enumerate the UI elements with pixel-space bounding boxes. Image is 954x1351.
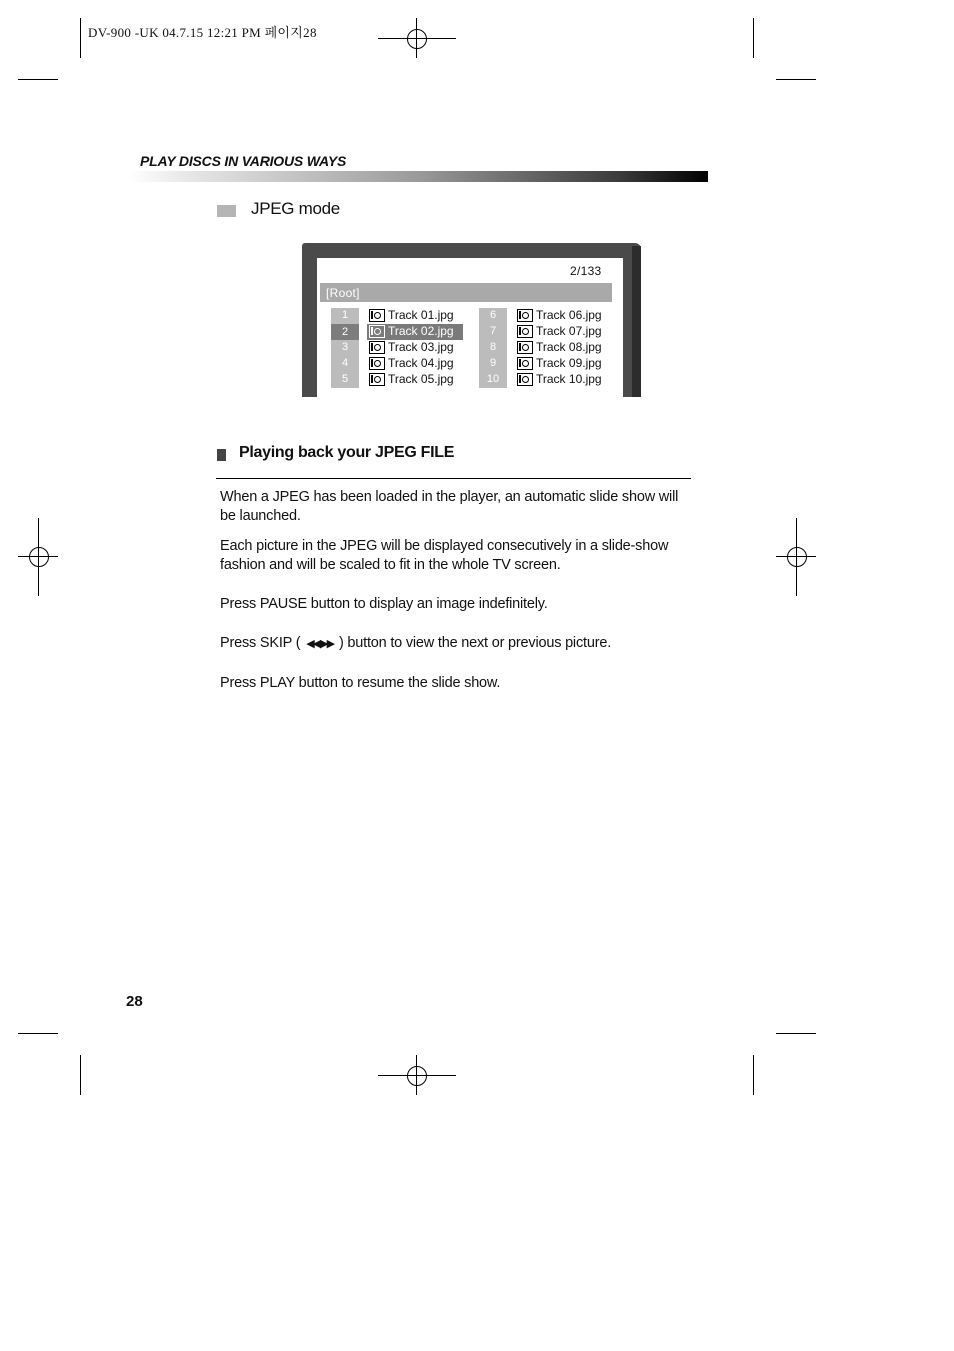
- paragraph: When a JPEG has been loaded in the player, an automatic slide show will be launched.: [220, 489, 679, 524]
- file-name: Track 04.jpg: [388, 356, 454, 370]
- file-item[interactable]: [369, 356, 461, 372]
- heading-rule: [216, 478, 691, 479]
- list-number: 5: [341, 373, 349, 385]
- file-name: Track 10.jpg: [536, 372, 602, 386]
- registration-mark: [407, 1066, 427, 1086]
- list-number: 8: [489, 341, 497, 353]
- crop-mark: [80, 1055, 81, 1095]
- paragraph-text: Press SKIP (: [220, 635, 301, 651]
- file-item[interactable]: [517, 340, 609, 356]
- file-name: Track 07.jpg: [536, 324, 602, 338]
- file-name: Track 09.jpg: [536, 356, 602, 370]
- registration-mark: [407, 29, 427, 49]
- paragraph: Press PLAY button to resume the slide show.: [220, 675, 501, 691]
- file-item-selected[interactable]: [367, 324, 463, 340]
- section-gradient-bar: [128, 171, 708, 182]
- heading-marker: [217, 449, 226, 461]
- list-number: 3: [341, 341, 349, 353]
- file-name: Track 06.jpg: [536, 308, 602, 322]
- crop-mark: [18, 1033, 58, 1034]
- file-item[interactable]: [517, 356, 609, 372]
- crop-mark: [776, 79, 816, 80]
- folder-bar: [320, 283, 612, 302]
- jpeg-file-icon: [517, 341, 533, 354]
- file-item[interactable]: [517, 372, 609, 388]
- crop-mark: [753, 18, 754, 58]
- list-number: 1: [341, 309, 349, 321]
- list-number: 6: [489, 309, 497, 321]
- list-number: 9: [489, 357, 497, 369]
- folder-label: [Root]: [326, 286, 360, 300]
- file-name: Track 01.jpg: [388, 308, 454, 322]
- tv-frame-shadow: [632, 246, 641, 397]
- playback-heading: Playing back your JPEG FILE: [239, 444, 455, 461]
- paragraph: Each picture in the JPEG will be displayed consecutively in a slide-show fashion and will be scaled to fit in the whole TV screen.: [220, 538, 669, 573]
- crop-mark: [753, 1055, 754, 1095]
- jpeg-file-icon: [517, 309, 533, 322]
- crop-mark: [80, 18, 81, 58]
- jpeg-file-icon: [369, 341, 385, 354]
- file-name: Track 08.jpg: [536, 340, 602, 354]
- list-number: 7: [489, 325, 497, 337]
- section-title: PLAY DISCS IN VARIOUS WAYS: [140, 153, 347, 169]
- page-number: 28: [126, 993, 143, 1010]
- heading-marker: [217, 205, 236, 217]
- list-number: 10: [486, 373, 500, 385]
- jpeg-file-icon: [369, 309, 385, 322]
- list-number-selected: 2: [331, 324, 359, 340]
- file-item[interactable]: [369, 340, 461, 356]
- paragraph-text: ) button to view the next or previous picture.: [338, 635, 612, 651]
- jpeg-file-icon: [369, 357, 385, 370]
- paragraph: Press PAUSE button to display an image indefinitely.: [220, 596, 548, 612]
- crop-mark: [776, 1033, 816, 1034]
- print-slug: DV-900 -UK 04.7.15 12:21 PM 페이지28: [88, 25, 317, 40]
- jpeg-mode-heading: JPEG mode: [251, 199, 340, 218]
- jpeg-file-icon: [517, 325, 533, 338]
- jpeg-file-icon: [369, 373, 385, 386]
- list-number: 4: [341, 357, 349, 369]
- jpeg-file-icon: [517, 373, 533, 386]
- file-item[interactable]: [517, 308, 609, 324]
- file-item[interactable]: [369, 308, 461, 324]
- file-counter: 2/133: [570, 264, 602, 278]
- file-name: Track 05.jpg: [388, 372, 454, 386]
- crop-mark: [18, 79, 58, 80]
- paragraph: [220, 634, 695, 654]
- registration-mark: [29, 547, 49, 567]
- jpeg-file-icon: [517, 357, 533, 370]
- file-item[interactable]: [369, 372, 461, 388]
- file-name: Track 03.jpg: [388, 340, 454, 354]
- file-name: Track 02.jpg: [388, 324, 454, 338]
- registration-mark: [787, 547, 807, 567]
- file-item[interactable]: [517, 324, 609, 340]
- skip-icon: ◀◀ ▶▶: [306, 638, 334, 650]
- jpeg-file-icon: [369, 325, 385, 338]
